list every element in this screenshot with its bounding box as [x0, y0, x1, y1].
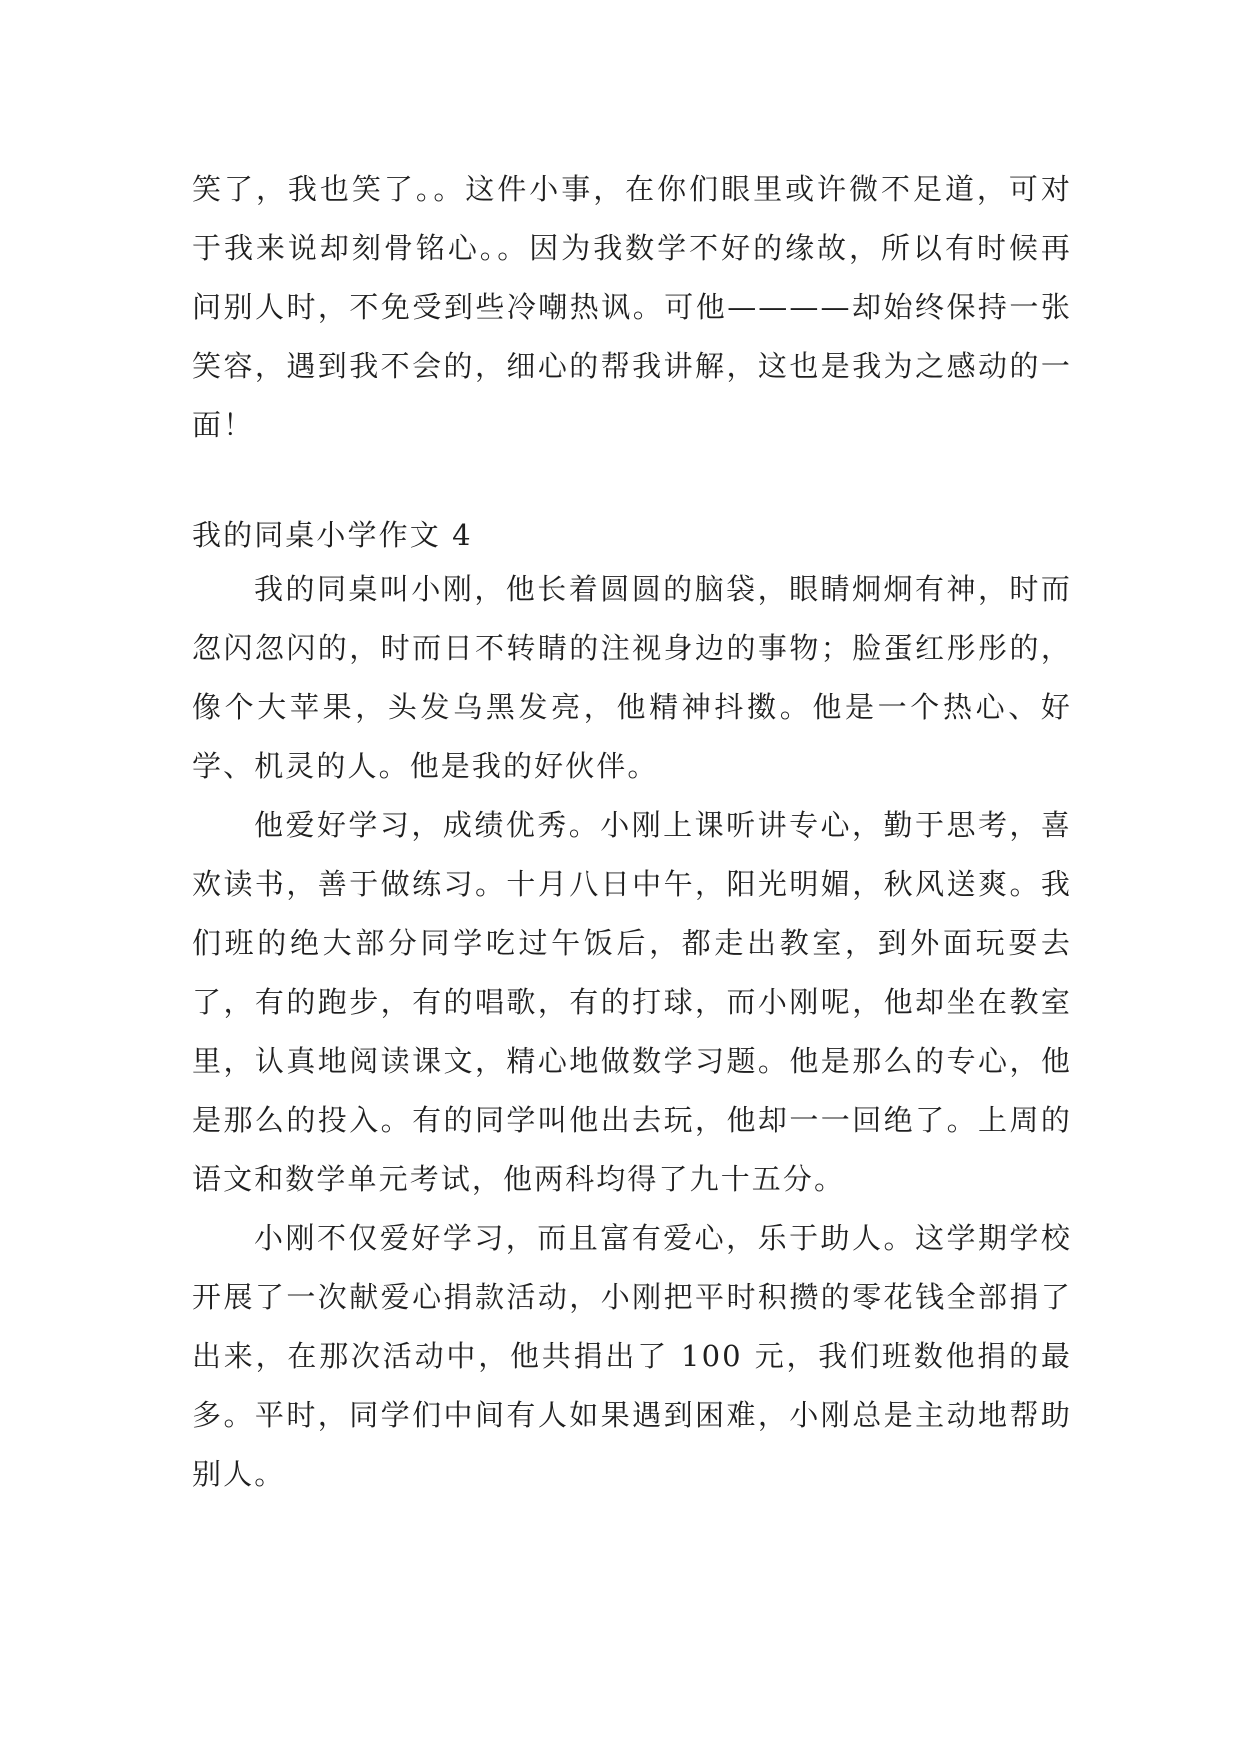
continued-paragraph: 笑了，我也笑了。。这件小事，在你们眼里或许微不足道，可对于我来说却刻骨铭心。。因为我数学不好的缘故，所以有时候再问别人时，不免受到些冷嘲热讽。可他————却始终保持一张笑容，遇到我不会的，细心的帮我讲解，这也是我为之感动的一面！: [192, 172, 1072, 442]
section-heading-block: [192, 506, 1072, 565]
continued-paragraph-block: [192, 160, 1072, 455]
paragraph-3: 小刚不仅爱好学习，而且富有爱心，乐于助人。这学期学校开展了一次献爱心捐款活动，小刚把平时积攒的零花钱全部捐了出来，在那次活动中，他共捐出了 100 元，我们班数他捐的最多。平时，同学们中间有人如果遇到困难，小刚总是主动地帮助别人。: [192, 1221, 1072, 1491]
paragraph-1: 我的同桌叫小刚，他长着圆圆的脑袋，眼睛炯炯有神，时而忽闪忽闪的，时而日不转睛的注视身边的事物；脸蛋红彤彤的，像个大苹果，头发乌黑发亮，他精神抖擞。他是一个热心、好学、机灵的人。他是我的好伙伴。: [192, 572, 1072, 783]
paragraph-2: 他爱好学习，成绩优秀。小刚上课听讲专心，勤于思考，喜欢读书，善于做练习。十月八日中午，阳光明媚，秋风送爽。我们班的绝大部分同学吃过午饭后，都走出教室，到外面玩耍去了，有的跑步，有的唱歌，有的打球，而小刚呢，他却坐在教室里，认真地阅读课文，精心地做数学习题。他是那么的专心，他是那么的投入。有的同学叫他出去玩，他却一一回绝了。上周的语文和数学单元考试，他两科均得了九十五分。: [192, 808, 1072, 1196]
section-heading: 我的同桌小学作文 4: [192, 518, 473, 552]
essay-body: [192, 560, 1072, 1504]
